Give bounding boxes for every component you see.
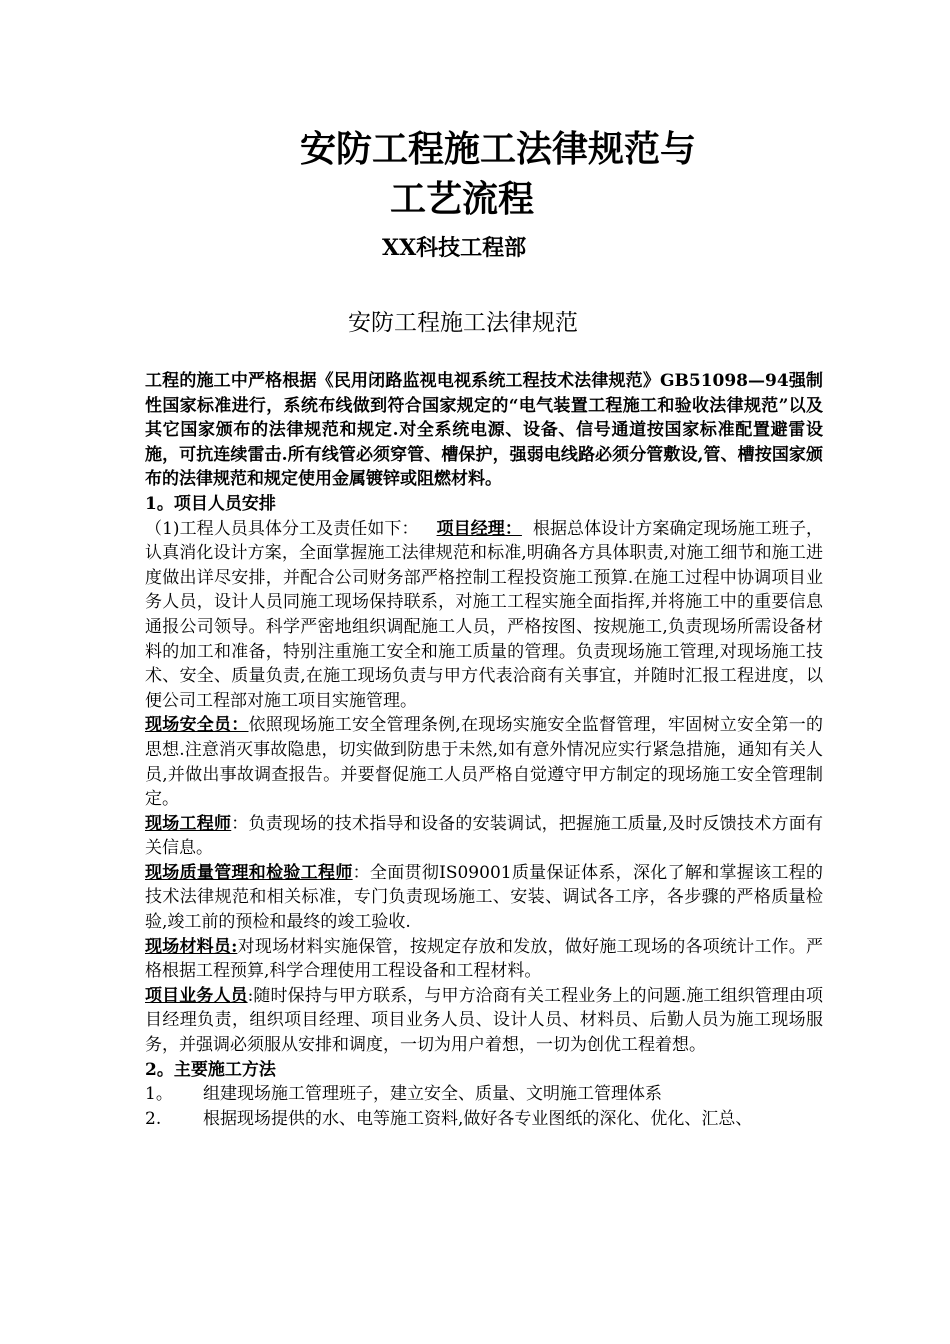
method-item [145,1082,823,1107]
document-title-line-1: 安防工程施工法律规范与 [300,129,697,170]
method-item-number: 1。 [145,1084,173,1105]
role-text-business-staff: :随时保持与甲方联系，与甲方洽商有关工程业务上的问题.施工组织管理由项目经理负责，组织项目经理、项目业务人员、设计人员、材料员、后勤人员为施工现场服务，并强调必须服从安排和调度，一切为用户着想，一切为创优工程着想。 [145,985,824,1056]
intro-paragraph: 工程的施工中严格根据《民用闭路监视电视系统工程技术法律规范》GB51098—94强制性国家标准进行，系统布线做到符合国家规定的“电气装置工程施工和验收法律规范”以及其它国家颁布的法律规范和规定.对全系统电源、设备、信号通道按国家标准配置避雷设施，可抗连续雷击.所有线管必须穿管、槽保护，强弱电线路必须分管敷设,管、槽按国家颁布的法律规范和规定使用金属镀锌或阻燃材料。 [145,371,823,490]
role-name-business-staff: 项目业务人员 [145,985,248,1006]
role-text-material-clerk: 对现场材料实施保管，按规定存放和发放，做好施工现场的各项统计工作。严格根据工程预算,科学合理使用工程设备和工程材料。 [145,936,824,982]
document-subtitle: XX科技工程部 [382,235,527,261]
role-name-material-clerk: 现场材料员: [145,936,238,957]
role-text-site-engineer: ：负责现场的技术指导和设备的安装调试，把握施工质量,及时反馈技术方面有关信息。 [145,813,824,859]
role-text-safety-officer: 依照现场施工安全管理条例,在现场实施安全监督管理，牢固树立安全第一的思想.注意消灭事故隐患，切实做到防患于未然,如有意外情况应实行紧急措施，通知有关人员,并做出事故调查报告。并要督促施工人员严格自觉遵守甲方制定的现场施工安全管理制定。 [145,715,824,810]
method-item-number: 2. [145,1108,162,1129]
role-name-safety-officer: 现场安全员： [145,715,249,736]
role-text-quality-engineer: ：全面贯彻IS09001质量保证体系，深化了解和掌握该工程的技术法律规范和相关标准，专门负责现场施工、安装、调试各工序，各步骤的严格质量检验,竣工前的预检和最终的竣工验收. [145,862,823,933]
role-paragraph-project-manager [145,517,823,714]
method-item-text: 组建现场施工管理班子，建立安全、质量、文明施工管理体系 [203,1084,662,1105]
role-paragraph-site-engineer [145,812,823,861]
section-1-lead: （1)工程人员具体分工及责任如下： [145,518,419,539]
document-title-line-2: 工艺流程 [390,179,535,220]
role-paragraph-quality-engineer [145,861,823,935]
role-name-quality-engineer: 现场质量管理和检验工程师 [145,862,353,883]
role-paragraph-business-staff [145,984,823,1058]
role-paragraph-safety-officer [145,713,823,811]
section-title: 安防工程施工法律规范 [348,310,578,336]
role-name-site-engineer: 现场工程师 [145,813,232,834]
role-text-project-manager: 根据总体设计方案确定现场施工班子，认真消化设计方案，全面掌握施工法律规范和标准,明确各方具体职责,对施工细节和施工进度做出详尽安排，并配合公司财务部严格控制工程投资施工预算.在施工过程中协调项目业务人员，设计人员同施工现场保持联系，对施工工程实施全面指挥,并将施工中的重要信息通报公司领导。科学严密地组织调配施工人员，严格按图、按规施工,负责现场所需设备材料的加工和准备，特别注重施工安全和施工质量的管理。负责现场施工管理,对现场施工技术、安全、质量负责,在施工现场负责与甲方代表洽商有关事宜，并随时汇报工程进度，以便公司工程部对施工项目实施管理。 [145,518,824,711]
method-item-text: 根据现场提供的水、电等施工资料,做好各专业图纸的深化、优化、汇总、 [203,1108,753,1129]
role-paragraph-material-clerk [145,935,823,984]
section-2-heading: 2。主要施工方法 [145,1059,276,1080]
method-item [145,1107,823,1132]
document-body [145,369,823,1131]
section-1-heading: 1。项目人员安排 [145,493,276,514]
role-name-project-manager: 项目经理： [436,518,522,539]
